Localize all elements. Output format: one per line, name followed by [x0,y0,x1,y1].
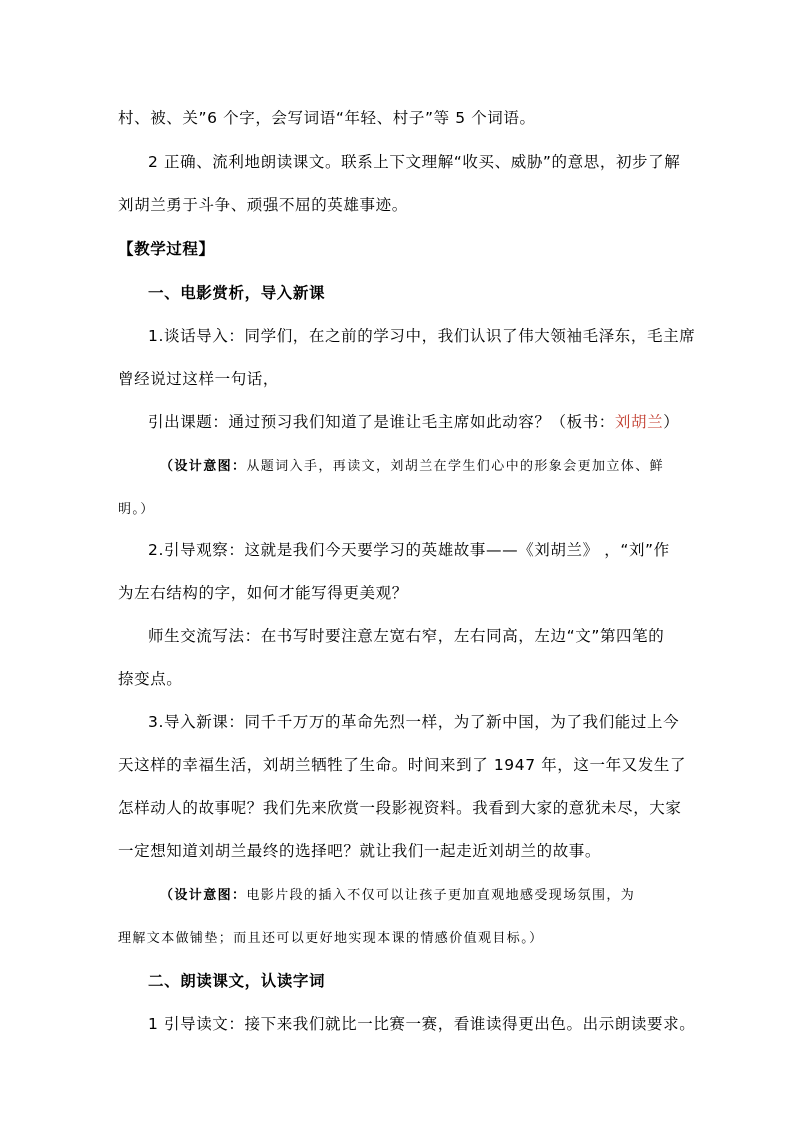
paragraph-text: 引出课题：通过预习我们知道了是谁让毛主席如此动容？（板书： [148,413,615,431]
note-label: （设计意图： [160,459,247,474]
design-intent-note [160,884,635,903]
section-heading-2: 二、朗读课文，认读字词 [148,972,326,990]
paragraph-line: 天这样的幸福生活，刘胡兰牺牲了生命。时间来到了 1947 年，这一年又发生了 [118,756,687,774]
note-text: 电影片段的插入不仅可以让孩子更加直观地感受现场氛围，为 [246,888,636,903]
paragraph-line: 3.导入新课：同千千万万的革命先烈一样，为了新中国，为了我们能过上今 [148,713,680,731]
paragraph-line: 为左右结构的字，如何才能写得更美观？ [118,584,408,602]
section-heading-process: 【教学过程】 [118,240,215,258]
paragraph-text: ） [663,413,680,431]
design-intent-note-cont: 明。） [118,502,155,517]
paragraph-line: 一定想知道刘胡兰最终的选择吧？就让我们一起走近刘胡兰的故事。 [118,842,602,860]
board-title-red: 刘胡兰 [614,413,664,431]
design-intent-note-cont: 理解文本做铺垫；而且还可以更好地实现本课的情感价值观目标。） [118,931,544,946]
paragraph-line: 刘胡兰勇于斗争、顽强不屈的英雄事迹。 [118,196,408,214]
paragraph-line: 2.引导观察：这就是我们今天要学习的英雄故事——《刘胡兰》 ，“刘”作 [148,541,670,559]
paragraph-line: 村、被、关”6 个字，会写词语“年轻、村子”等 5 个词语。 [118,109,536,127]
paragraph-line: 1 引导读文：接下来我们就比一比赛一赛，看谁读得更出色。出示朗读要求。 [148,1015,696,1033]
note-label: （设计意图： [160,888,247,903]
paragraph-line: 1.谈话导入：同学们，在之前的学习中，我们认识了伟大领袖毛泽东，毛主席 [148,327,696,345]
design-intent-note [160,455,664,474]
paragraph-line: 怎样动人的故事呢？我们先来欣赏一段影视资料。我看到大家的意犹未尽，大家 [118,799,682,817]
paragraph-line: 捺变点。 [118,670,183,688]
paragraph-line: 2 正确、流利地朗读课文。联系上下文理解“收买、威胁”的意思，初步了解 [148,153,681,171]
paragraph-line-board [148,410,679,432]
paragraph-line: 曾经说过这样一句话， [118,370,280,388]
paragraph-line: 师生交流写法：在书写时要注意左宽右窄，左右同高，左边“文”第四笔的 [148,627,665,645]
section-heading-1: 一、电影赏析，导入新课 [148,284,326,302]
note-text: 从题词入手，再读文，刘胡兰在学生们心中的形象会更加立体、鲜 [246,459,665,474]
